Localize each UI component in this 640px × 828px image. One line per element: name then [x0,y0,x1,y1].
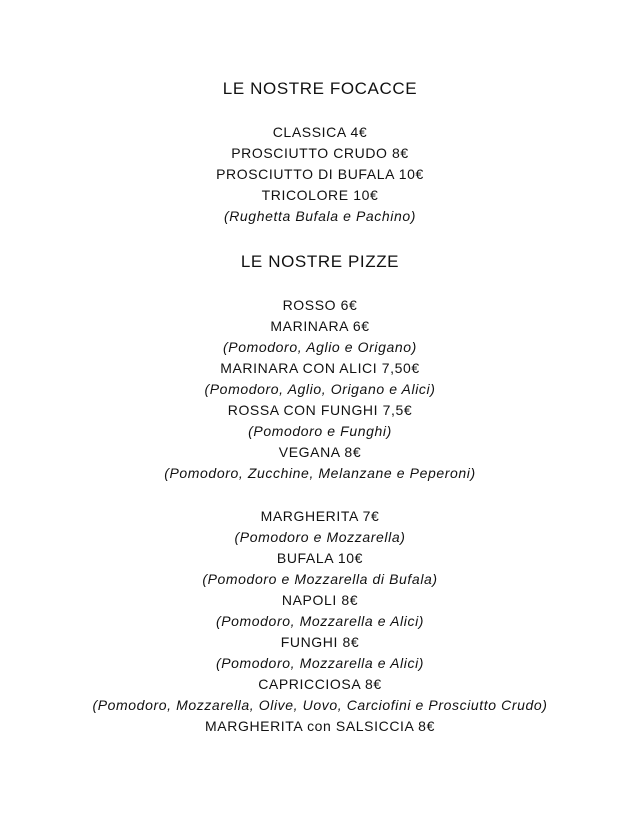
pizza-item: BUFALA 10€ [276,550,364,566]
pizza-description: (Pomodoro, Mozzarella e Alici) [215,613,425,629]
pizza-item: ROSSO 6€ [282,297,358,313]
focacce-item: CLASSICA 4€ [272,124,368,140]
pizza-description: (Pomodoro, Zucchine, Melanzane e Peperoni) [164,465,476,481]
focacce-title: LE NOSTRE FOCACCE [222,79,418,98]
pizza-item: ROSSA CON FUNGHI 7,5€ [227,402,413,418]
pizza-description: (Pomodoro, Aglio e Origano) [223,339,417,355]
pizza-item: MARGHERITA 7€ [260,508,380,524]
pizza-item: NAPOLI 8€ [281,592,359,608]
pizza-description: (Pomodoro e Mozzarella) [234,529,406,545]
pizza-item: MARINARA 6€ [270,318,370,334]
pizza-item: FUNGHI 8€ [280,634,360,650]
focacce-item: TRICOLORE 10€ [261,187,379,203]
pizza-description: (Pomodoro, Mozzarella e Alici) [215,655,425,671]
pizza-item: VEGANA 8€ [278,444,362,460]
pizza-description: (Pomodoro, Aglio, Origano e Alici) [204,381,436,397]
focacce-item: PROSCIUTTO DI BUFALA 10€ [216,166,424,182]
pizze-title: LE NOSTRE PIZZE [240,252,400,271]
pizza-item: CAPRICCIOSA 8€ [258,676,382,692]
focacce-description: (Rughetta Bufala e Pachino) [223,208,417,224]
pizza-description: (Pomodoro e Mozzarella di Bufala) [202,571,438,587]
pizza-item: MARINARA CON ALICI 7,50€ [220,360,420,376]
pizza-description: (Pomodoro e Funghi) [248,423,392,439]
pizza-description: (Pomodoro, Mozzarella, Olive, Uovo, Carciofini e Prosciutto Crudo) [92,697,548,713]
pizza-item: MARGHERITA con SALSICCIA 8€ [205,718,435,734]
focacce-item: PROSCIUTTO CRUDO 8€ [231,145,409,161]
